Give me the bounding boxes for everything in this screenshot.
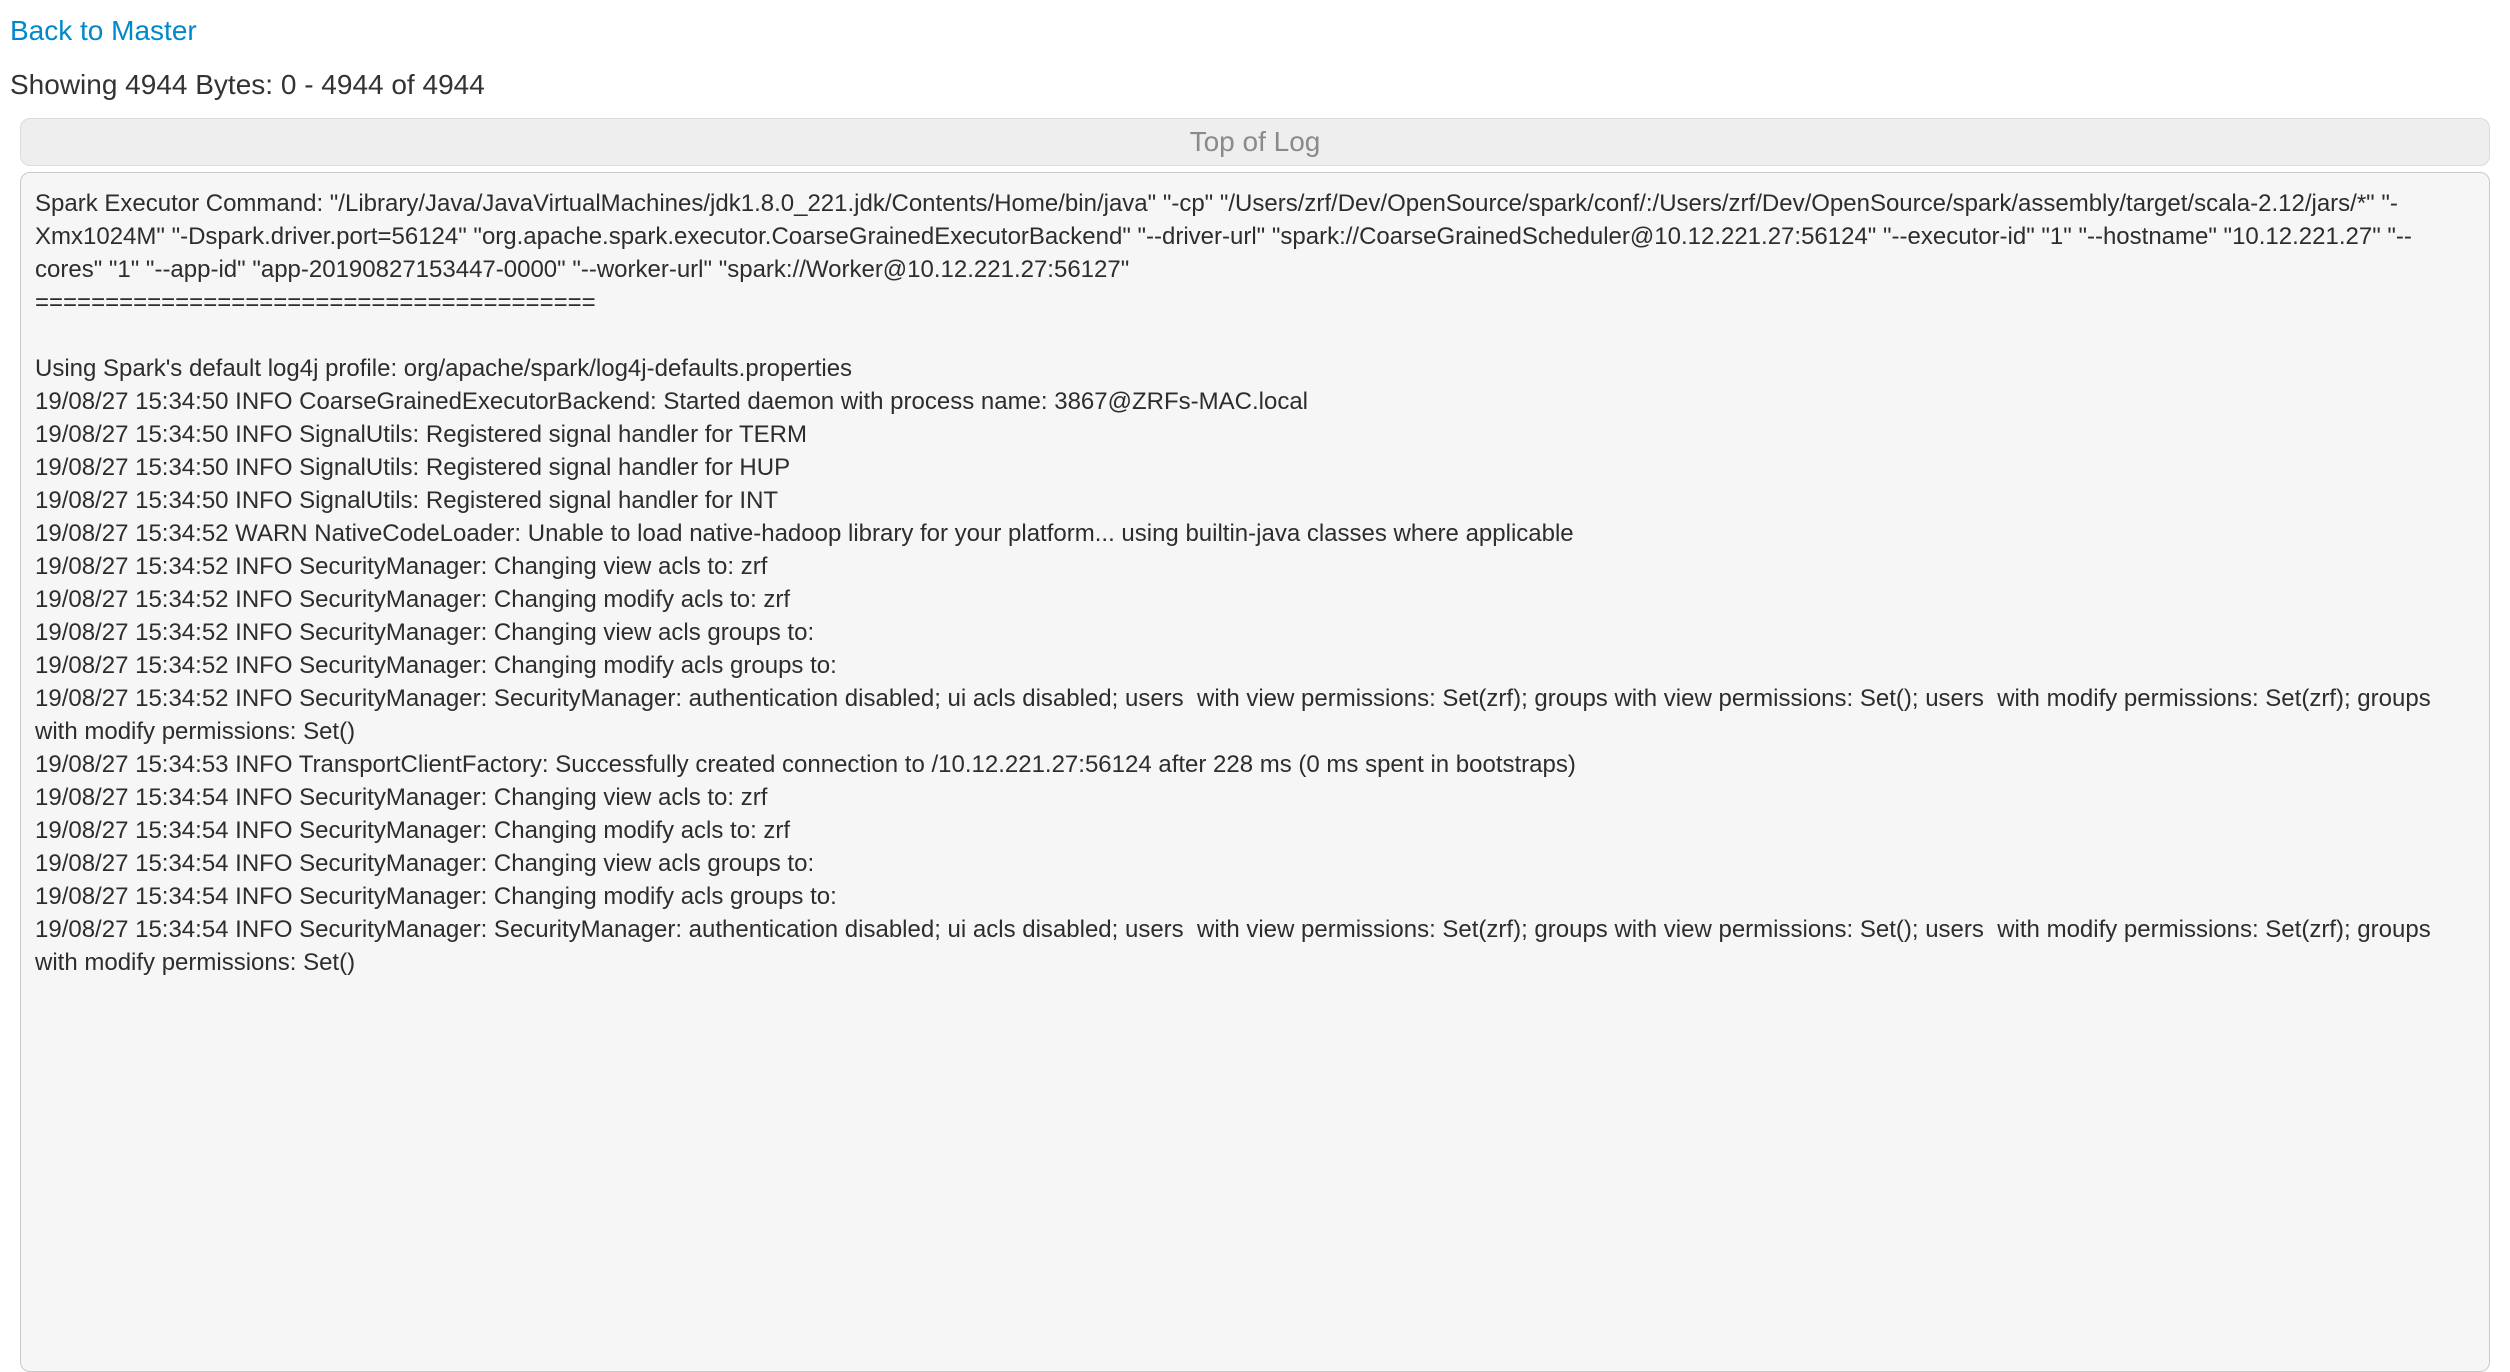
log-text: Spark Executor Command: "/Library/Java/JavaVirtualMachines/jdk1.8.0_221.jdk/Contents/Home/bin/java" "-cp" "/Users/zrf/Dev/OpenSource/spark/conf/:/Users/zrf/Dev/OpenSource/spark/assembly/target/scala-2.12/jars/*" "-Xmx1024M" "-Dspark.driver.port=56124" "org.apache.spark.executor.CoarseGrainedExecutorBackend" "--driver-url" "spark://CoarseGrainedScheduler@10.12.221.27:56124" "--executor-id" "1" "--hostname" "10.12.221.27" "--cores" "1" "--app-id" "app-20190827153447-0000" "--worker-url" "spark://Worker@10.12.221.27:56127" ======================================== Using Spark's default log4j profile: org/apache/spark/log4j-defaults.properties 19/08/27 15:34:50 INFO CoarseGrainedExecutorBackend: Started daemon with process name: 3867@ZRFs-MAC.local 19/08/27 15:34:50 INFO SignalUtils: Registered signal handler for TERM 19/08/27 15:34:50 INFO SignalUtils: Registered signal handler for HUP 19/08/27 15:34:50 INFO SignalUtils: Registered signal handler for INT 19/08/27 15:34:52 WARN NativeCodeLoader: Unable to load native-hadoop library for your platform... using builtin-java classes where applicable 19/08/27 15:34:52 INFO SecurityManager: Changing view acls to: zrf 19/08/27 15:34:52 INFO SecurityManager: Changing modify acls to: zrf 19/08/27 15:34:52 INFO SecurityManager: Changing view acls groups to: 19/08/27 15:34:52 INFO SecurityManager: Changing modify acls groups to: 19/08/27 15:34:52 INFO SecurityManager: SecurityManager: authentication disabled; ui acls disabled; users with view permissions: Set(zrf); groups with view permissions: Set(); users with modify permissions: Set(zrf); groups with modify permissions: Set() 19/08/27 15:34:53 INFO TransportClientFactory: Successfully created connection to /10.12.221.27:56124 after 228 ms (0 ms spent in bootstraps) 19/08/27 15:34:54 INFO SecurityManager: Changing view acls to: zrf 19/08/27 15:34:54 INFO SecurityManager: Changing modify acls to: zrf 19/08/27 15:34:54 INFO SecurityManager: Changing view acls groups to: 19/08/27 15:34:54 INFO SecurityManager: Changing modify acls groups to: 19/08/27 15:34:54 INFO SecurityManager: SecurityManager: authentication disabled; ui acls disabled; users with view permissions: Set(zrf); groups with view permissions: Set(); users with modify permissions: Set(zrf); groups with modify permissions: Set() [35,190,2431,976]
log-content-box [20,172,2490,1372]
worker-log-page [0,16,2510,980]
back-to-master-link[interactable]: Back to Master [10,15,197,46]
byte-range-status: Showing 4944 Bytes: 0 - 4944 of 4944 [10,69,485,100]
back-link-row [10,16,2510,46]
top-of-log-button[interactable] [20,118,2490,166]
top-of-log-label: Top of Log [1189,126,1321,157]
